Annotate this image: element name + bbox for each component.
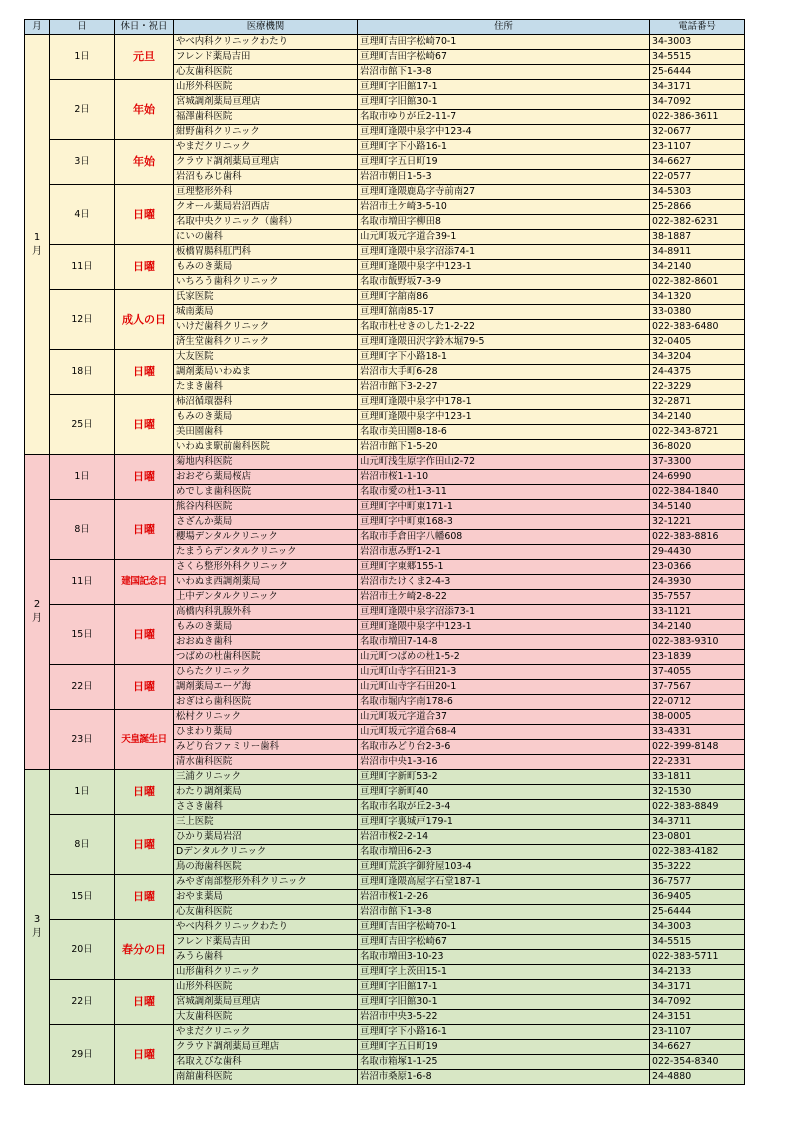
facility-address: 名取市手倉田字八幡608 — [358, 530, 650, 545]
holiday-label: 春分の日 — [115, 920, 174, 980]
facility-phone: 022-383-5711 — [650, 950, 745, 965]
table-row — [25, 290, 745, 305]
facility-name: 大友歯科医院 — [174, 1010, 358, 1025]
day-cell: 12日 — [50, 290, 115, 350]
facility-phone: 24-6990 — [650, 470, 745, 485]
facility-name: おぎはら歯科医院 — [174, 695, 358, 710]
facility-name: ひらたクリニック — [174, 665, 358, 680]
table-row — [25, 665, 745, 680]
day-cell: 22日 — [50, 980, 115, 1025]
table-row — [25, 605, 745, 620]
table-row — [25, 770, 745, 785]
facility-name: おおぞら薬局桜店 — [174, 470, 358, 485]
facility-name: 大友医院 — [174, 350, 358, 365]
facility-address: 亘理町吉田字松崎70-1 — [358, 920, 650, 935]
facility-name: 菊地内科医院 — [174, 455, 358, 470]
facility-address: 山元町山寺字石田21-3 — [358, 665, 650, 680]
facility-phone: 38-0005 — [650, 710, 745, 725]
facility-phone: 34-5303 — [650, 185, 745, 200]
header-day: 日 — [50, 20, 115, 35]
facility-phone: 34-7092 — [650, 995, 745, 1010]
facility-name: わたり調剤薬局 — [174, 785, 358, 800]
facility-phone: 33-1121 — [650, 605, 745, 620]
facility-name: フレンド薬局吉田 — [174, 50, 358, 65]
month-label — [25, 455, 50, 770]
table-row — [25, 815, 745, 830]
holiday-label: 日曜 — [115, 395, 174, 455]
holiday-label: 元旦 — [115, 35, 174, 80]
facility-phone: 34-6627 — [650, 1040, 745, 1055]
month-number: 2 — [33, 599, 41, 610]
day-cell: 4日 — [50, 185, 115, 245]
facility-name: 熊谷内科医院 — [174, 500, 358, 515]
table-row — [25, 395, 745, 410]
facility-address: 亘理町逢隈田沢字鈴木堀79-5 — [358, 335, 650, 350]
facility-name: いわぬま駅前歯科医院 — [174, 440, 358, 455]
facility-phone: 34-8911 — [650, 245, 745, 260]
table-row — [25, 80, 745, 95]
facility-phone: 34-5515 — [650, 50, 745, 65]
facility-phone: 23-1107 — [650, 140, 745, 155]
facility-phone: 022-382-6231 — [650, 215, 745, 230]
facility-name: 心友歯科医院 — [174, 65, 358, 80]
day-cell: 2日 — [50, 80, 115, 140]
facility-phone: 32-2871 — [650, 395, 745, 410]
facility-phone: 022-386-3611 — [650, 110, 745, 125]
facility-name: 調剤薬局エーゲ海 — [174, 680, 358, 695]
facility-address: 亘理町字五日町19 — [358, 1040, 650, 1055]
holiday-label: 年始 — [115, 80, 174, 140]
facility-name: 南舘歯科医院 — [174, 1070, 358, 1085]
holiday-label: 日曜 — [115, 500, 174, 560]
facility-phone: 34-2140 — [650, 620, 745, 635]
facility-name: ひかり薬局岩沼 — [174, 830, 358, 845]
facility-phone: 34-1320 — [650, 290, 745, 305]
facility-name: 紺野歯科クリニック — [174, 125, 358, 140]
facility-phone: 022-354-8340 — [650, 1055, 745, 1070]
day-cell: 8日 — [50, 815, 115, 875]
facility-phone: 24-3151 — [650, 1010, 745, 1025]
facility-phone: 22-0577 — [650, 170, 745, 185]
day-cell: 25日 — [50, 395, 115, 455]
header-month: 月 — [25, 20, 50, 35]
day-cell: 1日 — [50, 455, 115, 500]
facility-address: 岩沼市桜1-1-10 — [358, 470, 650, 485]
facility-address: 亘理町字下小路16-1 — [358, 1025, 650, 1040]
facility-address: 名取市増田7-14-8 — [358, 635, 650, 650]
facility-phone: 37-7567 — [650, 680, 745, 695]
facility-phone: 25-6444 — [650, 65, 745, 80]
facility-address: 亘理町逢隈鹿島字寺前南27 — [358, 185, 650, 200]
facility-address: 山元町坂元字道合37 — [358, 710, 650, 725]
holiday-label: 日曜 — [115, 770, 174, 815]
facility-name: 高橋内科乳腺外科 — [174, 605, 358, 620]
day-cell: 8日 — [50, 500, 115, 560]
facility-address: 名取市みどり台2-3-6 — [358, 740, 650, 755]
facility-name: 済生堂歯科クリニック — [174, 335, 358, 350]
facility-name: 松村クリニック — [174, 710, 358, 725]
facility-address: 岩沼市大手町6-28 — [358, 365, 650, 380]
facility-address: 亘理町字下小路16-1 — [358, 140, 650, 155]
facility-name: さざんか薬局 — [174, 515, 358, 530]
facility-address: 名取市名取が丘2-3-4 — [358, 800, 650, 815]
day-cell: 23日 — [50, 710, 115, 770]
facility-address: 岩沼市たけくま2-4-3 — [358, 575, 650, 590]
holiday-label: 日曜 — [115, 455, 174, 500]
facility-name: めでしま歯科医院 — [174, 485, 358, 500]
facility-phone: 34-2133 — [650, 965, 745, 980]
facility-phone: 022-343-8721 — [650, 425, 745, 440]
facility-address: 岩沼市桑原1-6-8 — [358, 1070, 650, 1085]
facility-address: 山元町山寺字石田20-1 — [358, 680, 650, 695]
facility-address: 名取市ゆりが丘2-11-7 — [358, 110, 650, 125]
facility-name: いけだ歯科クリニック — [174, 320, 358, 335]
facility-address: 岩沼市朝日1-5-3 — [358, 170, 650, 185]
facility-address: 名取市堀内字南178-6 — [358, 695, 650, 710]
facility-phone: 022-384-1840 — [650, 485, 745, 500]
table-row — [25, 350, 745, 365]
month-suffix: 月 — [32, 245, 42, 257]
facility-name: 宮城調剤薬局亘理店 — [174, 95, 358, 110]
facility-address: 亘理町逢隈中泉字中123-1 — [358, 620, 650, 635]
table-row — [25, 245, 745, 260]
facility-address: 亘理町逢隈中泉字中123-4 — [358, 125, 650, 140]
facility-phone: 34-6627 — [650, 155, 745, 170]
facility-address: 亘理町字五日町19 — [358, 155, 650, 170]
day-cell: 15日 — [50, 605, 115, 665]
facility-phone: 35-7557 — [650, 590, 745, 605]
table-row — [25, 500, 745, 515]
table-row — [25, 980, 745, 995]
holiday-label: 日曜 — [115, 665, 174, 710]
facility-name: 山形歯科クリニック — [174, 965, 358, 980]
facility-name: たまき歯科 — [174, 380, 358, 395]
facility-address: 亘理町字新町53-2 — [358, 770, 650, 785]
facility-name: 山形外科医院 — [174, 980, 358, 995]
facility-address: 名取市飯野坂7-3-9 — [358, 275, 650, 290]
facility-phone: 22-3229 — [650, 380, 745, 395]
day-cell: 22日 — [50, 665, 115, 710]
facility-phone: 022-383-6480 — [650, 320, 745, 335]
facility-phone: 23-1839 — [650, 650, 745, 665]
facility-name: クラウド調剤薬局亘理店 — [174, 155, 358, 170]
facility-name: いちろう歯科クリニック — [174, 275, 358, 290]
facility-phone: 35-3222 — [650, 860, 745, 875]
facility-name: 櫻場デンタルクリニック — [174, 530, 358, 545]
facility-phone: 25-6444 — [650, 905, 745, 920]
facility-phone: 24-3930 — [650, 575, 745, 590]
day-cell: 1日 — [50, 770, 115, 815]
facility-name: 三浦クリニック — [174, 770, 358, 785]
facility-name: みやぎ南部整形外科クリニック — [174, 875, 358, 890]
facility-name: 清水歯科医院 — [174, 755, 358, 770]
facility-address: 亘理町字旧館17-1 — [358, 80, 650, 95]
facility-phone: 34-3711 — [650, 815, 745, 830]
on-call-schedule-table — [24, 19, 745, 1085]
facility-name: 亘理整形外科 — [174, 185, 358, 200]
facility-phone: 022-382-8601 — [650, 275, 745, 290]
facility-name: 氏家医院 — [174, 290, 358, 305]
facility-address: 山元町坂元字道合39-1 — [358, 230, 650, 245]
facility-address: 名取市増田3-10-23 — [358, 950, 650, 965]
facility-address: 亘理町字中町東171-1 — [358, 500, 650, 515]
facility-address: 亘理町逢隈中泉字中123-1 — [358, 260, 650, 275]
facility-name: フレンド薬局吉田 — [174, 935, 358, 950]
holiday-label: 日曜 — [115, 980, 174, 1025]
facility-name: クラウド調剤薬局亘理店 — [174, 1040, 358, 1055]
holiday-label: 日曜 — [115, 185, 174, 245]
facility-phone: 36-7577 — [650, 875, 745, 890]
facility-name: やまだクリニック — [174, 140, 358, 155]
facility-phone: 24-4375 — [650, 365, 745, 380]
facility-address: 亘理町逢隈中泉字中178-1 — [358, 395, 650, 410]
day-cell: 3日 — [50, 140, 115, 185]
facility-address: 亘理町舘南85-17 — [358, 305, 650, 320]
facility-phone: 34-7092 — [650, 95, 745, 110]
facility-address: 亘理町吉田字松崎67 — [358, 935, 650, 950]
facility-address: 岩沼市桜1-2-26 — [358, 890, 650, 905]
facility-address: 亘理町字中町東168-3 — [358, 515, 650, 530]
facility-address: 名取市増田6-2-3 — [358, 845, 650, 860]
facility-name: にいの歯科 — [174, 230, 358, 245]
facility-phone: 22-2331 — [650, 755, 745, 770]
facility-phone: 32-1221 — [650, 515, 745, 530]
table-row — [25, 35, 745, 50]
facility-phone: 33-0380 — [650, 305, 745, 320]
day-cell: 29日 — [50, 1025, 115, 1085]
month-number: 3 — [33, 914, 41, 925]
facility-phone: 25-2866 — [650, 200, 745, 215]
header-row — [25, 20, 745, 35]
facility-phone: 34-2140 — [650, 260, 745, 275]
facility-phone: 022-383-9310 — [650, 635, 745, 650]
facility-address: 亘理町逢隈高屋字石堂187-1 — [358, 875, 650, 890]
facility-address: 名取市愛の杜1-3-11 — [358, 485, 650, 500]
table-row — [25, 710, 745, 725]
facility-address: 亘理町吉田字松崎67 — [358, 50, 650, 65]
table-row — [25, 455, 745, 470]
table-row — [25, 875, 745, 890]
facility-address: 亘理町逢隈中泉字中123-1 — [358, 410, 650, 425]
holiday-label: 日曜 — [115, 815, 174, 875]
facility-address: 亘理町字東郷155-1 — [358, 560, 650, 575]
facility-name: 山形外科医院 — [174, 80, 358, 95]
table-row — [25, 920, 745, 935]
facility-address: 岩沼市中央3-5-22 — [358, 1010, 650, 1025]
facility-name: 心友歯科医院 — [174, 905, 358, 920]
facility-phone: 022-383-8849 — [650, 800, 745, 815]
header-facility: 医療機関 — [174, 20, 358, 35]
facility-name: 福澤歯科医院 — [174, 110, 358, 125]
facility-phone: 29-4430 — [650, 545, 745, 560]
facility-address: 亘理町荒浜字御狩屋103-4 — [358, 860, 650, 875]
facility-phone: 23-0366 — [650, 560, 745, 575]
facility-name: みどり台ファミリー歯科 — [174, 740, 358, 755]
facility-phone: 34-3204 — [650, 350, 745, 365]
facility-address: 亘理町字旧館30-1 — [358, 995, 650, 1010]
facility-name: 岩沼もみじ歯科 — [174, 170, 358, 185]
day-cell: 1日 — [50, 35, 115, 80]
facility-name: 鳥の海歯科医院 — [174, 860, 358, 875]
facility-name: Dデンタルクリニック — [174, 845, 358, 860]
facility-phone: 32-1530 — [650, 785, 745, 800]
header-address: 住所 — [358, 20, 650, 35]
table-row — [25, 185, 745, 200]
facility-address: 岩沼市中央1-3-16 — [358, 755, 650, 770]
facility-name: もみのき薬局 — [174, 260, 358, 275]
facility-name: もみのき薬局 — [174, 410, 358, 425]
facility-phone: 34-3003 — [650, 920, 745, 935]
facility-phone: 32-0677 — [650, 125, 745, 140]
facility-phone: 34-3171 — [650, 980, 745, 995]
facility-address: 亘理町字上茨田15-1 — [358, 965, 650, 980]
facility-phone: 37-4055 — [650, 665, 745, 680]
facility-phone: 022-399-8148 — [650, 740, 745, 755]
facility-phone: 38-1887 — [650, 230, 745, 245]
holiday-label: 成人の日 — [115, 290, 174, 350]
month-number: 1 — [33, 231, 41, 243]
day-cell: 11日 — [50, 560, 115, 605]
facility-address: 亘理町字旧館17-1 — [358, 980, 650, 995]
facility-name: 柿沼循環器科 — [174, 395, 358, 410]
holiday-label: 建国記念日 — [115, 560, 174, 605]
facility-name: ひまわり薬局 — [174, 725, 358, 740]
facility-name: 上中デンタルクリニック — [174, 590, 358, 605]
facility-name: 名取中央クリニック（歯科） — [174, 215, 358, 230]
facility-address: 岩沼市館下1-3-8 — [358, 905, 650, 920]
facility-phone: 37-3300 — [650, 455, 745, 470]
month-label — [25, 770, 50, 1085]
facility-phone: 34-3171 — [650, 80, 745, 95]
facility-phone: 34-3003 — [650, 35, 745, 50]
month-label — [25, 35, 50, 455]
facility-phone: 33-4331 — [650, 725, 745, 740]
day-cell: 18日 — [50, 350, 115, 395]
month-suffix: 月 — [32, 928, 42, 939]
facility-phone: 022-383-8816 — [650, 530, 745, 545]
holiday-label: 日曜 — [115, 1025, 174, 1085]
facility-name: 城南薬局 — [174, 305, 358, 320]
day-cell: 15日 — [50, 875, 115, 920]
facility-name: おおぬき歯科 — [174, 635, 358, 650]
facility-phone: 36-9405 — [650, 890, 745, 905]
month-suffix: 月 — [32, 613, 42, 624]
facility-address: 岩沼市恵み野1-2-1 — [358, 545, 650, 560]
facility-address: 亘理町字新町40 — [358, 785, 650, 800]
header-holiday: 休日・祝日 — [115, 20, 174, 35]
facility-name: もみのき薬局 — [174, 620, 358, 635]
facility-phone: 33-1811 — [650, 770, 745, 785]
facility-address: 亘理町字舘南86 — [358, 290, 650, 305]
facility-name: 名取えびな歯科 — [174, 1055, 358, 1070]
facility-name: さくら整形外科クリニック — [174, 560, 358, 575]
day-cell: 20日 — [50, 920, 115, 980]
facility-address: 岩沼市館下3-2-27 — [358, 380, 650, 395]
facility-address: 岩沼市館下1-3-8 — [358, 65, 650, 80]
facility-phone: 34-5515 — [650, 935, 745, 950]
facility-name: 美田園歯科 — [174, 425, 358, 440]
facility-phone: 22-0712 — [650, 695, 745, 710]
table-row — [25, 1025, 745, 1040]
facility-phone: 022-383-4182 — [650, 845, 745, 860]
holiday-label: 天皇誕生日 — [115, 710, 174, 770]
facility-name: 三上医院 — [174, 815, 358, 830]
facility-name: たまうらデンタルクリニック — [174, 545, 358, 560]
facility-address: 山元町坂元字道合68-4 — [358, 725, 650, 740]
table-row — [25, 140, 745, 155]
facility-phone: 32-0405 — [650, 335, 745, 350]
facility-address: 山元町つばめの杜1-5-2 — [358, 650, 650, 665]
facility-name: みうら歯科 — [174, 950, 358, 965]
facility-name: やまだクリニック — [174, 1025, 358, 1040]
facility-name: やべ内科クリニックわたり — [174, 920, 358, 935]
facility-address: 亘理町字裏城戸179-1 — [358, 815, 650, 830]
holiday-label: 日曜 — [115, 875, 174, 920]
facility-name: いわぬま西調剤薬局 — [174, 575, 358, 590]
facility-address: 亘理町字下小路18-1 — [358, 350, 650, 365]
facility-address: 名取市杜せきのした1-2-22 — [358, 320, 650, 335]
facility-address: 名取市箱塚1-1-25 — [358, 1055, 650, 1070]
facility-phone: 24-4880 — [650, 1070, 745, 1085]
header-phone: 電話番号 — [650, 20, 745, 35]
facility-address: 亘理町字旧館30-1 — [358, 95, 650, 110]
facility-address: 亘理町吉田字松崎70-1 — [358, 35, 650, 50]
facility-address: 亘理町逢隈中泉字沼添74-1 — [358, 245, 650, 260]
holiday-label: 日曜 — [115, 245, 174, 290]
facility-address: 岩沼市土ケ崎2-8-22 — [358, 590, 650, 605]
holiday-label: 日曜 — [115, 605, 174, 665]
facility-name: 板橋胃腸科肛門科 — [174, 245, 358, 260]
facility-name: ささき歯科 — [174, 800, 358, 815]
facility-address: 名取市増田字柳田8 — [358, 215, 650, 230]
table-row — [25, 560, 745, 575]
facility-phone: 23-0801 — [650, 830, 745, 845]
facility-name: やべ内科クリニックわたり — [174, 35, 358, 50]
facility-phone: 34-2140 — [650, 410, 745, 425]
facility-phone: 36-8020 — [650, 440, 745, 455]
facility-phone: 34-5140 — [650, 500, 745, 515]
facility-address: 山元町浅生原字作田山2-72 — [358, 455, 650, 470]
day-cell: 11日 — [50, 245, 115, 290]
holiday-label: 日曜 — [115, 350, 174, 395]
facility-name: おやま薬局 — [174, 890, 358, 905]
facility-address: 名取市美田園8-18-6 — [358, 425, 650, 440]
facility-phone: 23-1107 — [650, 1025, 745, 1040]
facility-name: 宮城調剤薬局亘理店 — [174, 995, 358, 1010]
facility-address: 岩沼市桜2-2-14 — [358, 830, 650, 845]
facility-name: つばめの杜歯科医院 — [174, 650, 358, 665]
facility-name: 調剤薬局いわぬま — [174, 365, 358, 380]
facility-address: 岩沼市館下1-5-20 — [358, 440, 650, 455]
facility-address: 岩沼市土ケ崎3-5-10 — [358, 200, 650, 215]
holiday-label: 年始 — [115, 140, 174, 185]
facility-address: 亘理町逢隈中泉字沼添73-1 — [358, 605, 650, 620]
facility-name: クオール薬局岩沼西店 — [174, 200, 358, 215]
